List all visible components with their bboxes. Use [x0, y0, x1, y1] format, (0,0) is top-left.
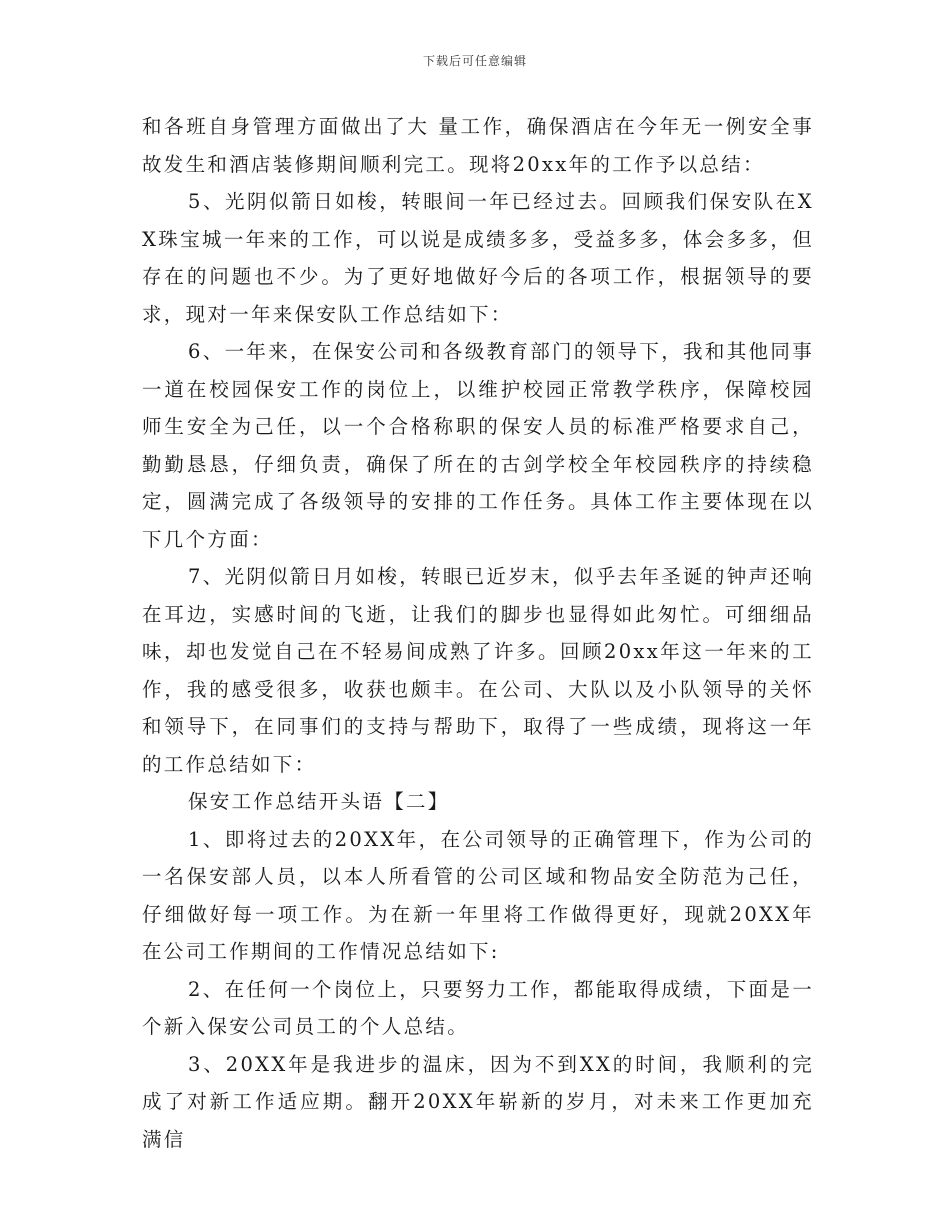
- paragraph-item-6: 6、一年来，在保安公司和各级教育部门的领导下，我和其他同事一道在校园保安工作的岗位上，以维护校园正常教学秩序，保障校园师生安全为己任，以一个合格称职的保安人员的标准严格要求自己，勤勤恳恳，仔细负责，确保了所在的古剑学校全年校园秩序的持续稳定，圆满完成了各级领导的安排的工作任务。具体工作主要体现在以下几个方面：: [142, 340, 814, 551]
- paragraph-continuation: 和各班自身管理方面做出了大 量工作，确保酒店在今年无一例安全事故发生和酒店装修期间顺利完工。现将20xx年的工作予以总结：: [142, 115, 814, 176]
- document-body: [142, 108, 814, 1158]
- page-header-note: 下载后可任意编辑: [422, 54, 527, 68]
- section-heading: 保安工作总结开头语【二】: [188, 790, 450, 813]
- paragraph-item-1: 1、即将过去的20XX年，在公司领导的正确管理下，作为公司的一名保安部人员，以本人所看管的公司区域和物品安全防范为己任，仔细做好每一项工作。为在新一年里将工作做得更好，现就20XX年在公司工作期间的工作情况总结如下:: [142, 827, 814, 963]
- paragraph-item-2: 2、在任何一个岗位上，只要努力工作，都能取得成绩，下面是一个新入保安公司员工的个人总结。: [142, 977, 814, 1038]
- paragraph-item-7: 7、光阴似箭日月如梭，转眼已近岁末，似乎去年圣诞的钟声还响在耳边，实感时间的飞逝，让我们的脚步也显得如此匆忙。可细细品味，却也发觉自己在不轻易间成熟了许多。回顾20xx年这一年来的工作，我的感受很多，收获也颇丰。在公司、大队以及小队领导的关怀和领导下，在同事们的支持与帮助下，取得了一些成绩，现将这一年的工作总结如下：: [142, 565, 814, 776]
- paragraph-item-5: 5、光阴似箭日如梭，转眼间一年已经过去。回顾我们保安队在XX珠宝城一年来的工作，可以说是成绩多多，受益多多，体会多多，但存在的问题也不少。为了更好地做好今后的各项工作，根据领导的要求，现对一年来保安队工作总结如下：: [142, 190, 814, 326]
- paragraph-item-3: 3、20XX年是我进步的温床，因为不到XX的时间，我顺利的完成了对新工作适应期。翻开20XX年崭新的岁月，对未来工作更加充满信: [142, 1052, 814, 1151]
